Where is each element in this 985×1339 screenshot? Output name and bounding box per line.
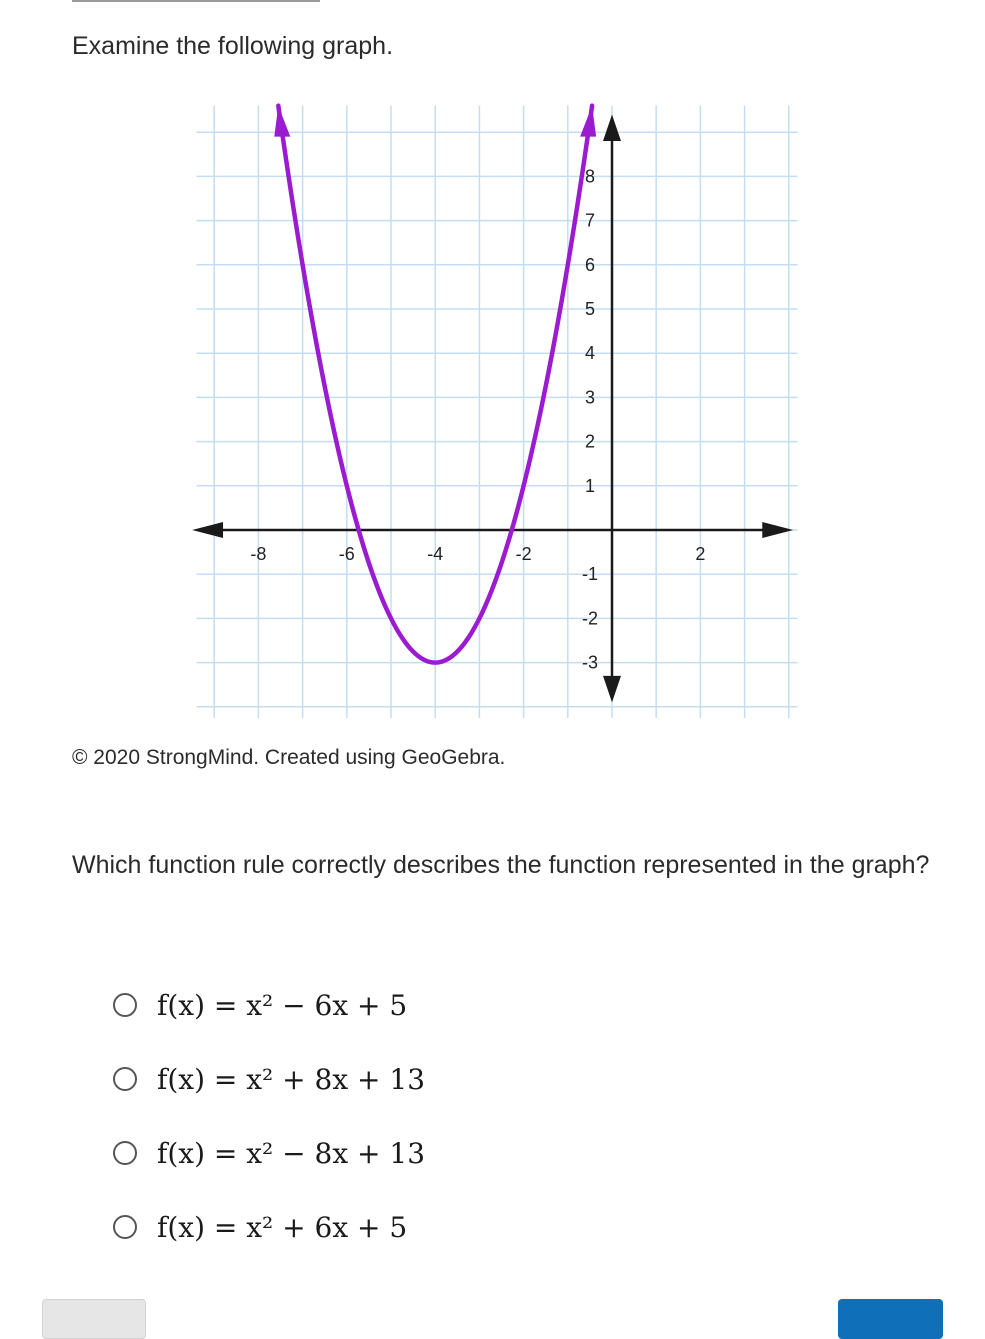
x-axis-arrow-left [192, 522, 223, 538]
curve-arrow-left [274, 106, 290, 137]
choice-option-1[interactable] [110, 968, 425, 1042]
question-text: Which function rule correctly describes the function represented in the graph? [72, 851, 930, 879]
y-tick-label: -2 [581, 608, 599, 629]
answer-choices [110, 968, 425, 1264]
x-tick-label: -6 [338, 544, 355, 564]
choice-label: f(x) = x² − 8x + 13 [157, 1136, 426, 1170]
radio-button[interactable] [113, 1141, 137, 1165]
curve-arrow-right [580, 106, 596, 137]
y-tick-label: 7 [584, 210, 596, 231]
x-tick-label: -8 [250, 544, 267, 564]
choice-option-3[interactable] [110, 1116, 425, 1190]
choice-label: f(x) = x² + 6x + 5 [157, 1210, 408, 1244]
y-tick-label: 3 [584, 387, 596, 408]
radio-button[interactable] [113, 1067, 137, 1091]
next-button[interactable] [838, 1299, 943, 1339]
tick-labels [250, 166, 705, 672]
x-tick-label: -2 [515, 544, 532, 564]
y-tick-label: -3 [581, 652, 599, 673]
y-tick-label: -1 [581, 564, 599, 585]
choice-option-4[interactable] [110, 1190, 425, 1264]
radio-button[interactable] [113, 993, 137, 1017]
top-divider [72, 0, 320, 2]
x-tick-label: 2 [695, 544, 706, 564]
parabola-graph [180, 98, 800, 718]
y-axis-arrow-down [603, 676, 621, 703]
back-button[interactable] [42, 1299, 146, 1339]
y-tick-label: 2 [584, 431, 596, 452]
y-tick-label: 5 [584, 299, 596, 319]
y-tick-label: 6 [584, 254, 596, 275]
choice-option-2[interactable] [110, 1042, 425, 1116]
y-tick-label: 4 [584, 343, 596, 364]
copyright-text: © 2020 StrongMind. Created using GeoGebra. [72, 746, 506, 769]
choice-label: f(x) = x² + 8x + 13 [157, 1062, 426, 1096]
radio-button[interactable] [113, 1215, 137, 1239]
choice-label: f(x) = x² − 6x + 5 [157, 988, 408, 1022]
y-tick-label: 8 [584, 166, 596, 187]
grid-lines [197, 106, 798, 718]
axes [192, 115, 793, 703]
y-tick-label: 1 [584, 475, 596, 496]
y-axis-arrow-up [603, 115, 621, 142]
x-tick-label: -4 [427, 544, 444, 564]
prompt-text: Examine the following graph. [72, 32, 394, 60]
